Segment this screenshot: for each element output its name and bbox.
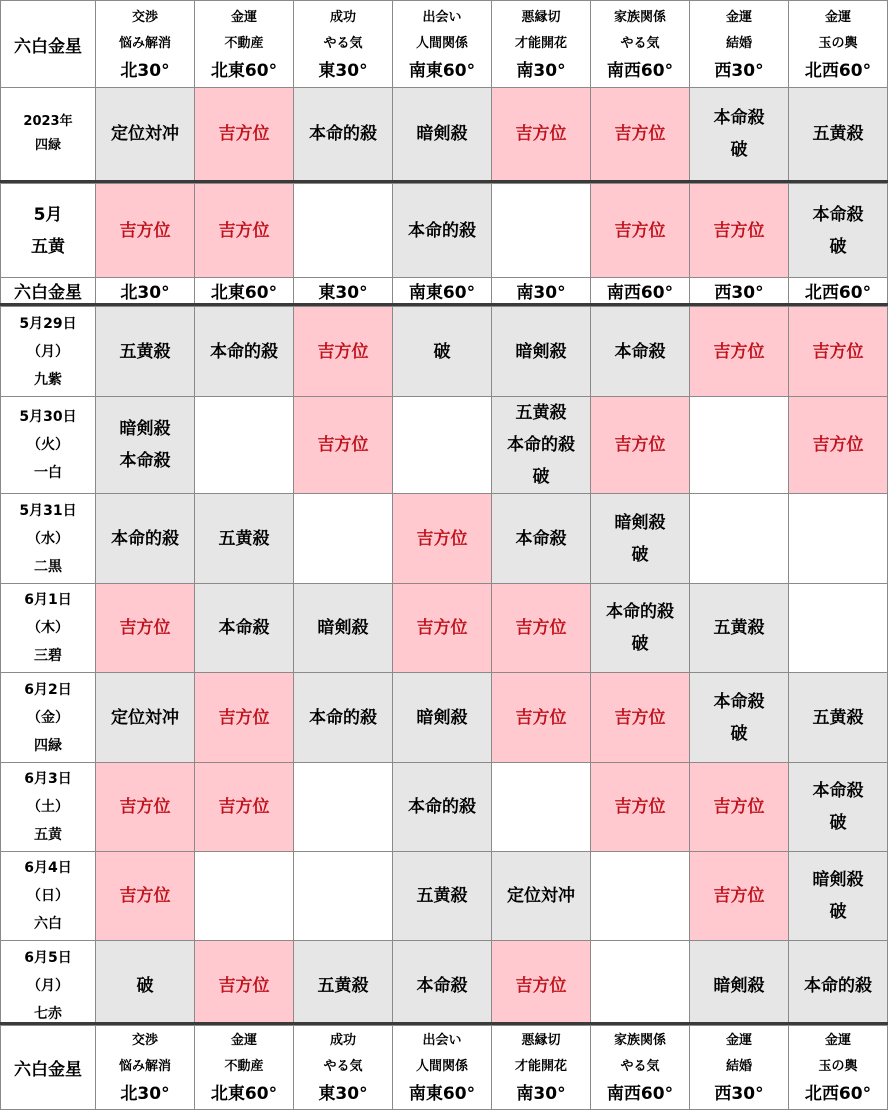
unlucky-direction-cell: [294, 941, 393, 1031]
cell-text: 本命殺: [812, 781, 864, 801]
row-label-line: 6月2日: [24, 681, 72, 698]
direction-header-cell: [789, 1026, 888, 1110]
lucky-direction-cell: [294, 397, 393, 494]
cell-text: 五黄殺: [218, 528, 270, 549]
row-label-line: 5月29日: [19, 315, 77, 332]
direction-purpose-line1: 交渉: [131, 9, 158, 25]
empty-cell: [789, 494, 888, 584]
lucky-direction-cell: [195, 88, 294, 181]
unlucky-direction-cell: [690, 673, 789, 763]
direction-angle: 南30°: [516, 1083, 566, 1104]
row-label-line: （金）: [27, 709, 69, 726]
cell-text: 定位対冲: [111, 707, 179, 728]
day-row: [1, 584, 888, 673]
unlucky-direction-cell: [96, 307, 195, 397]
cell-text: 五黄殺: [812, 707, 864, 728]
direction-angle: 南東60°: [408, 283, 476, 303]
day-row: [1, 852, 888, 941]
cell-text: 定位対冲: [111, 124, 179, 144]
direction-purpose-line2: やる気: [323, 35, 363, 51]
cell-text: 本命殺: [812, 204, 864, 225]
cell-text: 本命的殺: [408, 797, 476, 817]
direction-purpose-line2: 悩み解消: [118, 1058, 171, 1074]
lucky-direction-cell: [195, 184, 294, 278]
direction-header-cell: [195, 1026, 294, 1110]
cell-text: 吉方位: [218, 975, 270, 996]
direction-label-cell: [492, 278, 591, 304]
empty-cell: [294, 852, 393, 941]
row-label-line: （日）: [27, 888, 69, 904]
lucky-direction-cell: [591, 673, 690, 763]
unlucky-direction-cell: [393, 88, 492, 181]
direction-label-cell: [690, 278, 789, 304]
cell-text: 破: [136, 975, 154, 996]
row-label-line: 九紫: [34, 371, 62, 388]
cell-text: 本命的殺: [408, 220, 476, 241]
direction-header-cell: [96, 1026, 195, 1110]
lucky-direction-cell: [96, 584, 195, 673]
direction-purpose-line1: 金運: [824, 9, 851, 25]
direction-purpose-line2: 玉の輿: [818, 1058, 858, 1074]
direction-label-cell: [591, 278, 690, 304]
direction-purpose-line2: 才能開花: [514, 35, 567, 51]
direction-purpose-line2: 人間関係: [415, 1058, 468, 1074]
row-label-line: 5月: [33, 204, 63, 225]
cell-text: 暗剣殺: [515, 341, 567, 362]
direction-purpose-line1: 金運: [725, 9, 752, 25]
lucky-direction-cell: [591, 763, 690, 852]
empty-cell: [294, 184, 393, 278]
direction-angle: 西30°: [714, 1083, 764, 1104]
unlucky-direction-cell: [492, 852, 591, 941]
row-label-line: 三碧: [34, 648, 62, 664]
lucky-direction-cell: [690, 307, 789, 397]
cell-text: 本命的殺: [507, 435, 575, 455]
direction-purpose-line1: 金運: [230, 9, 257, 25]
unlucky-direction-cell: [195, 494, 294, 584]
cell-text: 吉方位: [812, 435, 864, 455]
cell-text: 吉方位: [812, 341, 864, 362]
day-row: [1, 941, 888, 1031]
cell-text: 吉方位: [119, 220, 171, 241]
cell-text: 吉方位: [713, 886, 765, 906]
unlucky-direction-cell: [492, 494, 591, 584]
cell-text: 吉方位: [614, 220, 666, 241]
unlucky-direction-cell: [789, 763, 888, 852]
cell-text: 吉方位: [218, 797, 270, 817]
cell-text: 本命的殺: [309, 707, 377, 728]
direction-purpose-line2: やる気: [323, 1058, 363, 1074]
lucky-direction-cell: [294, 307, 393, 397]
unlucky-direction-cell: [195, 584, 294, 673]
direction-angle: 南西60°: [606, 60, 674, 81]
unlucky-direction-cell: [393, 307, 492, 397]
cell-text: 暗剣殺: [614, 512, 666, 533]
lucky-direction-cell: [195, 941, 294, 1031]
lucky-direction-cell: [789, 397, 888, 494]
unlucky-direction-cell: [96, 397, 195, 494]
direction-angle: 東30°: [318, 1083, 368, 1104]
year-table: [0, 87, 888, 181]
row-label-line: 二黒: [34, 558, 62, 575]
direction-angle: 北西60°: [804, 1083, 872, 1104]
empty-cell: [195, 397, 294, 494]
row-label-cell: [1, 763, 96, 852]
cell-text: 破: [631, 634, 649, 654]
direction-angle: 北西60°: [804, 60, 872, 81]
lucky-direction-cell: [789, 307, 888, 397]
cell-text: 暗剣殺: [812, 870, 864, 890]
cell-text: 吉方位: [119, 618, 171, 638]
direction-purpose-line2: 不動産: [224, 1058, 264, 1074]
row-label-line: 一白: [34, 465, 62, 481]
cell-text: 吉方位: [515, 124, 567, 144]
direction-purpose-line2: 結婚: [725, 1058, 752, 1074]
cell-text: 吉方位: [119, 886, 171, 906]
direction-purpose-line2: 才能開花: [514, 1058, 567, 1074]
unlucky-direction-cell: [96, 941, 195, 1031]
row-label-cell: [1, 494, 96, 584]
row-label-cell: [1, 941, 96, 1031]
direction-purpose-line1: 金運: [824, 1032, 851, 1048]
direction-label-cell: [96, 278, 195, 304]
cell-text: 破: [433, 341, 451, 362]
direction-purpose-line1: 出会い: [422, 1032, 462, 1048]
row-label-cell: [1, 184, 96, 278]
unlucky-direction-cell: [492, 307, 591, 397]
direction-purpose-line2: 人間関係: [415, 35, 468, 51]
direction-purpose-line1: 成功: [329, 1032, 356, 1048]
empty-cell: [492, 763, 591, 852]
direction-purpose-line2: 悩み解消: [118, 35, 171, 51]
lucky-direction-cell: [492, 584, 591, 673]
direction-label-cell: [789, 278, 888, 304]
cell-text: 本命的殺: [111, 528, 179, 549]
direction-header-cell: [393, 1, 492, 89]
direction-purpose-line1: 家族関係: [613, 1032, 666, 1048]
direction-angle: 北30°: [120, 60, 170, 81]
direction-angle: 北30°: [120, 283, 170, 303]
row-label-line: （月）: [27, 343, 69, 360]
cell-text: 五黄殺: [713, 618, 765, 638]
lucky-direction-cell: [591, 397, 690, 494]
cell-text: 破: [730, 723, 748, 744]
direction-angle: 南30°: [516, 283, 566, 303]
empty-cell: [294, 494, 393, 584]
direction-purpose-line1: 家族関係: [613, 9, 666, 25]
row-label-line: 四緑: [34, 138, 61, 153]
header-title: 六白金星: [14, 37, 82, 57]
empty-cell: [591, 941, 690, 1031]
cell-text: 五黄殺: [812, 124, 864, 144]
direction-angle: 西30°: [714, 60, 764, 81]
cell-text: 本命的殺: [804, 975, 872, 996]
cell-text: 本命的殺: [309, 124, 377, 144]
row-label-line: （水）: [27, 530, 69, 547]
direction-header-cell: [591, 1026, 690, 1110]
cell-text: 吉方位: [713, 797, 765, 817]
bottom-header-table: [0, 1025, 888, 1110]
row-label-line: 6月1日: [24, 592, 72, 608]
cell-text: 暗剣殺: [713, 975, 765, 996]
cell-text: 破: [829, 813, 847, 833]
direction-row-title-cell: [1, 278, 96, 304]
direction-purpose-line2: 結婚: [725, 35, 752, 51]
cell-text: 吉方位: [218, 220, 270, 241]
direction-angle: 南30°: [516, 60, 566, 81]
unlucky-direction-cell: [294, 673, 393, 763]
direction-header-cell: [591, 1, 690, 89]
day-row: [1, 494, 888, 584]
cell-text: 吉方位: [515, 707, 567, 728]
direction-angle: 東30°: [318, 60, 368, 81]
cell-text: 破: [631, 544, 649, 565]
direction-purpose-line1: 交渉: [131, 1032, 158, 1048]
cell-text: 吉方位: [713, 341, 765, 362]
lucky-direction-cell: [393, 584, 492, 673]
cell-text: 吉方位: [416, 618, 468, 638]
cell-text: 吉方位: [317, 341, 369, 362]
top-header-row: [1, 1, 888, 89]
cell-text: 五黄殺: [119, 341, 171, 362]
row-label-cell: [1, 852, 96, 941]
lucky-direction-cell: [393, 494, 492, 584]
row-label-cell: [1, 88, 96, 181]
direction-header-cell: [294, 1026, 393, 1110]
cell-text: 五黄殺: [515, 403, 567, 423]
cell-text: 破: [532, 467, 550, 487]
direction-row-title: 六白金星: [14, 283, 82, 303]
cell-text: 本命殺: [713, 108, 765, 128]
direction-label-cell: [294, 278, 393, 304]
lucky-direction-cell: [591, 88, 690, 181]
cell-text: 吉方位: [515, 618, 567, 638]
unlucky-direction-cell: [492, 397, 591, 494]
row-label-line: 5月31日: [19, 502, 77, 519]
direction-angle: 西30°: [714, 283, 764, 303]
direction-header-cell: [492, 1, 591, 89]
empty-cell: [195, 852, 294, 941]
lucky-direction-cell: [96, 184, 195, 278]
cell-text: 吉方位: [218, 707, 270, 728]
direction-label-row: [1, 278, 888, 304]
row-label-line: 六白: [34, 916, 62, 932]
cell-text: 吉方位: [119, 797, 171, 817]
unlucky-direction-cell: [96, 88, 195, 181]
row-label-line: （木）: [27, 620, 69, 636]
direction-header-cell: [393, 1026, 492, 1110]
unlucky-direction-cell: [96, 494, 195, 584]
empty-cell: [690, 494, 789, 584]
unlucky-direction-cell: [393, 763, 492, 852]
direction-purpose-line1: 悪縁切: [521, 1032, 561, 1048]
cell-text: 本命殺: [614, 341, 666, 362]
year-row: [1, 88, 888, 181]
day-row: [1, 763, 888, 852]
row-label-line: （月）: [27, 977, 69, 994]
cell-text: 吉方位: [416, 528, 468, 549]
empty-cell: [690, 397, 789, 494]
row-label-line: 五黄: [31, 236, 65, 257]
direction-angle: 北東60°: [210, 1083, 278, 1104]
unlucky-direction-cell: [690, 584, 789, 673]
unlucky-direction-cell: [789, 941, 888, 1031]
header-title-cell: [1, 1, 96, 89]
direction-purpose-line1: 金運: [725, 1032, 752, 1048]
lucky-direction-cell: [96, 763, 195, 852]
unlucky-direction-cell: [789, 852, 888, 941]
unlucky-direction-cell: [690, 88, 789, 181]
cell-text: 本命的殺: [210, 341, 278, 362]
cell-text: 吉方位: [218, 124, 270, 144]
cell-text: 吉方位: [317, 435, 369, 455]
row-label-cell: [1, 673, 96, 763]
direction-purpose-line2: やる気: [620, 1058, 660, 1074]
cell-text: 吉方位: [614, 797, 666, 817]
direction-angle: 東30°: [318, 283, 368, 303]
cell-text: 本命殺: [416, 975, 468, 996]
row-label-cell: [1, 307, 96, 397]
direction-angle: 北西60°: [804, 283, 872, 303]
row-label-line: （火）: [27, 437, 69, 453]
unlucky-direction-cell: [690, 941, 789, 1031]
direction-header-cell: [294, 1, 393, 89]
cell-text: 暗剣殺: [119, 419, 171, 439]
direction-angle: 南東60°: [408, 1083, 476, 1104]
cell-text: 本命殺: [713, 691, 765, 712]
unlucky-direction-cell: [393, 184, 492, 278]
cell-text: 本命殺: [218, 618, 270, 638]
unlucky-direction-cell: [393, 673, 492, 763]
month-row: [1, 184, 888, 278]
month-table: [0, 183, 888, 304]
direction-angle: 南西60°: [606, 283, 674, 303]
cell-text: 五黄殺: [317, 975, 369, 996]
row-label-line: 四緑: [34, 737, 62, 754]
direction-angle: 北30°: [120, 1083, 170, 1104]
empty-cell: [294, 763, 393, 852]
top-header-table: [0, 0, 888, 89]
unlucky-direction-cell: [591, 584, 690, 673]
empty-cell: [591, 852, 690, 941]
day-row: [1, 673, 888, 763]
lucky-direction-cell: [690, 763, 789, 852]
unlucky-direction-cell: [294, 88, 393, 181]
unlucky-direction-cell: [591, 307, 690, 397]
unlucky-direction-cell: [393, 941, 492, 1031]
direction-header-cell: [690, 1026, 789, 1110]
unlucky-direction-cell: [789, 88, 888, 181]
direction-label-cell: [195, 278, 294, 304]
cell-text: 定位対冲: [507, 886, 575, 906]
cell-text: 五黄殺: [416, 886, 468, 906]
lucky-direction-cell: [195, 673, 294, 763]
row-label-line: 5月30日: [19, 409, 77, 425]
row-label-line: 五黄: [34, 827, 62, 843]
lucky-direction-cell: [492, 941, 591, 1031]
cell-text: 破: [730, 140, 748, 160]
row-label-line: 2023年: [23, 114, 73, 129]
lucky-direction-cell: [195, 763, 294, 852]
lucky-direction-cell: [591, 184, 690, 278]
header-title-cell: [1, 1026, 96, 1110]
row-label-line: 6月3日: [24, 771, 72, 787]
row-label-line: 6月4日: [24, 860, 72, 876]
direction-angle: 北東60°: [210, 60, 278, 81]
unlucky-direction-cell: [789, 184, 888, 278]
row-label-cell: [1, 397, 96, 494]
day-row: [1, 397, 888, 494]
cell-text: 本命殺: [119, 451, 171, 471]
cell-text: 本命的殺: [606, 602, 674, 622]
cell-text: 暗剣殺: [416, 124, 468, 144]
cell-text: 破: [829, 236, 847, 257]
direction-header-cell: [195, 1, 294, 89]
unlucky-direction-cell: [591, 494, 690, 584]
direction-purpose-line2: やる気: [620, 35, 660, 51]
cell-text: 暗剣殺: [416, 707, 468, 728]
header-title: 六白金星: [14, 1060, 82, 1080]
row-label-line: （土）: [27, 799, 69, 815]
cell-text: 暗剣殺: [317, 618, 369, 638]
cell-text: 吉方位: [515, 975, 567, 996]
row-label-line: 6月5日: [24, 949, 72, 966]
unlucky-direction-cell: [789, 673, 888, 763]
lucky-direction-cell: [492, 88, 591, 181]
direction-angle: 南西60°: [606, 1083, 674, 1104]
direction-purpose-line1: 出会い: [422, 9, 462, 25]
direction-purpose-line2: 不動産: [224, 35, 264, 51]
unlucky-direction-cell: [294, 584, 393, 673]
bottom-header-row: [1, 1026, 888, 1110]
cell-text: 破: [829, 902, 847, 922]
lucky-direction-cell: [492, 673, 591, 763]
empty-cell: [492, 184, 591, 278]
empty-cell: [393, 397, 492, 494]
direction-purpose-line2: 玉の輿: [818, 35, 858, 51]
direction-header-cell: [789, 1, 888, 89]
unlucky-direction-cell: [393, 852, 492, 941]
day-row: [1, 307, 888, 397]
daily-table: [0, 306, 888, 1031]
cell-text: 吉方位: [713, 220, 765, 241]
direction-angle: 南東60°: [408, 60, 476, 81]
direction-purpose-line1: 金運: [230, 1032, 257, 1048]
unlucky-direction-cell: [195, 307, 294, 397]
direction-header-cell: [492, 1026, 591, 1110]
cell-text: 吉方位: [614, 435, 666, 455]
cell-text: 本命殺: [515, 528, 567, 549]
lucky-direction-cell: [690, 852, 789, 941]
unlucky-direction-cell: [96, 673, 195, 763]
direction-label-cell: [393, 278, 492, 304]
lucky-direction-cell: [96, 852, 195, 941]
direction-angle: 北東60°: [210, 283, 278, 303]
row-label-line: 七赤: [34, 1005, 62, 1022]
direction-purpose-line1: 成功: [329, 9, 356, 25]
empty-cell: [789, 584, 888, 673]
direction-header-cell: [96, 1, 195, 89]
cell-text: 吉方位: [614, 124, 666, 144]
cell-text: 吉方位: [614, 707, 666, 728]
direction-header-cell: [690, 1, 789, 89]
row-label-cell: [1, 584, 96, 673]
direction-purpose-line1: 悪縁切: [521, 9, 561, 25]
lucky-direction-cell: [690, 184, 789, 278]
